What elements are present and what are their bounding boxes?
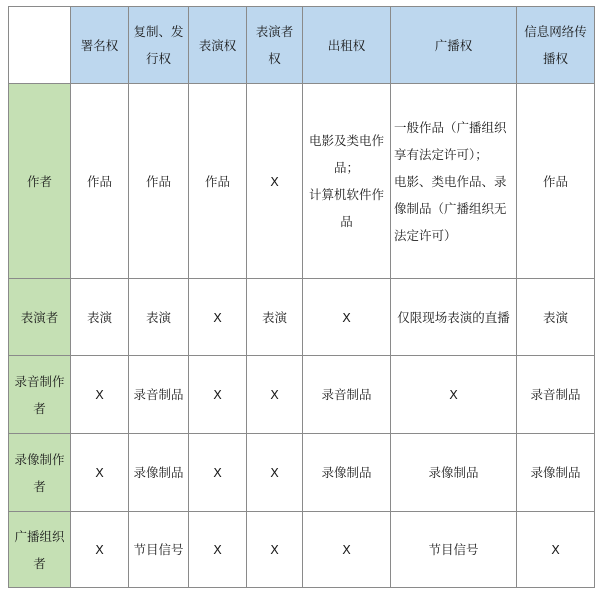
- row-header-broadcaster: 广播组织者: [9, 512, 71, 588]
- table-row-sound-producer: [9, 356, 595, 434]
- col-header-broadcast: 广播权: [391, 7, 517, 84]
- col-header-reproduction-distribution: 复制、发行权: [129, 7, 189, 84]
- table-cell: X: [189, 512, 247, 588]
- table-row-video-producer: [9, 434, 595, 512]
- table-cell: 节目信号: [129, 512, 189, 588]
- header-row: [9, 7, 595, 84]
- row-header-performer: 表演者: [9, 279, 71, 356]
- rental-cell-lines: [306, 127, 387, 235]
- table-cell: 录像制品: [391, 434, 517, 512]
- table-cell: X: [391, 356, 517, 434]
- table-row-broadcaster: [9, 512, 595, 588]
- cell-line: 电影及类电作品；: [308, 133, 384, 175]
- table-cell: 作品: [129, 84, 189, 279]
- table-row-author: [9, 84, 595, 279]
- rights-table-container: [8, 6, 594, 588]
- table-row-performer: [9, 279, 595, 356]
- table-cell: 录像制品: [303, 434, 391, 512]
- cell-line: 电影、类电作品、录像制品（广播组织无法定许可）: [394, 173, 507, 243]
- table-cell: X: [247, 356, 303, 434]
- cell-line: 一般作品（广播组织享有法定许可）；: [394, 119, 507, 162]
- table-cell: 录音制品: [517, 356, 595, 434]
- table-cell: 作品: [189, 84, 247, 279]
- table-cell: 仅限现场表演的直播: [391, 279, 517, 356]
- table-cell: [391, 84, 517, 279]
- rights-table: [8, 6, 595, 588]
- broadcast-cell-lines: [394, 114, 513, 249]
- table-cell: 录音制品: [303, 356, 391, 434]
- table-cell: X: [189, 279, 247, 356]
- table-cell: [303, 84, 391, 279]
- col-header-performer-rights: 表演者权: [247, 7, 303, 84]
- table-cell: 作品: [71, 84, 129, 279]
- table-cell: 作品: [517, 84, 595, 279]
- table-cell: X: [303, 279, 391, 356]
- col-header-performance: 表演权: [189, 7, 247, 84]
- table-cell: 表演: [71, 279, 129, 356]
- table-cell: X: [303, 512, 391, 588]
- col-header-attribution: 署名权: [71, 7, 129, 84]
- table-cell: 录像制品: [129, 434, 189, 512]
- row-header-sound-producer: 录音制作者: [9, 356, 71, 434]
- table-cell: 录像制品: [517, 434, 595, 512]
- row-header-video-producer: 录像制作者: [9, 434, 71, 512]
- table-cell: X: [189, 356, 247, 434]
- row-header-author: 作者: [9, 84, 71, 279]
- table-cell: 表演: [517, 279, 595, 356]
- table-cell: X: [71, 512, 129, 588]
- corner-cell: [9, 7, 71, 84]
- table-cell: X: [247, 434, 303, 512]
- table-cell: 表演: [247, 279, 303, 356]
- table-cell: 节目信号: [391, 512, 517, 588]
- table-cell: X: [247, 84, 303, 279]
- col-header-network-dissemination: 信息网络传播权: [517, 7, 595, 84]
- table-cell: X: [71, 356, 129, 434]
- table-cell: X: [517, 512, 595, 588]
- col-header-rental: 出租权: [303, 7, 391, 84]
- table-cell: 录音制品: [129, 356, 189, 434]
- cell-line: 计算机软件作品: [308, 187, 384, 229]
- table-cell: 表演: [129, 279, 189, 356]
- table-cell: X: [71, 434, 129, 512]
- table-cell: X: [189, 434, 247, 512]
- table-cell: X: [247, 512, 303, 588]
